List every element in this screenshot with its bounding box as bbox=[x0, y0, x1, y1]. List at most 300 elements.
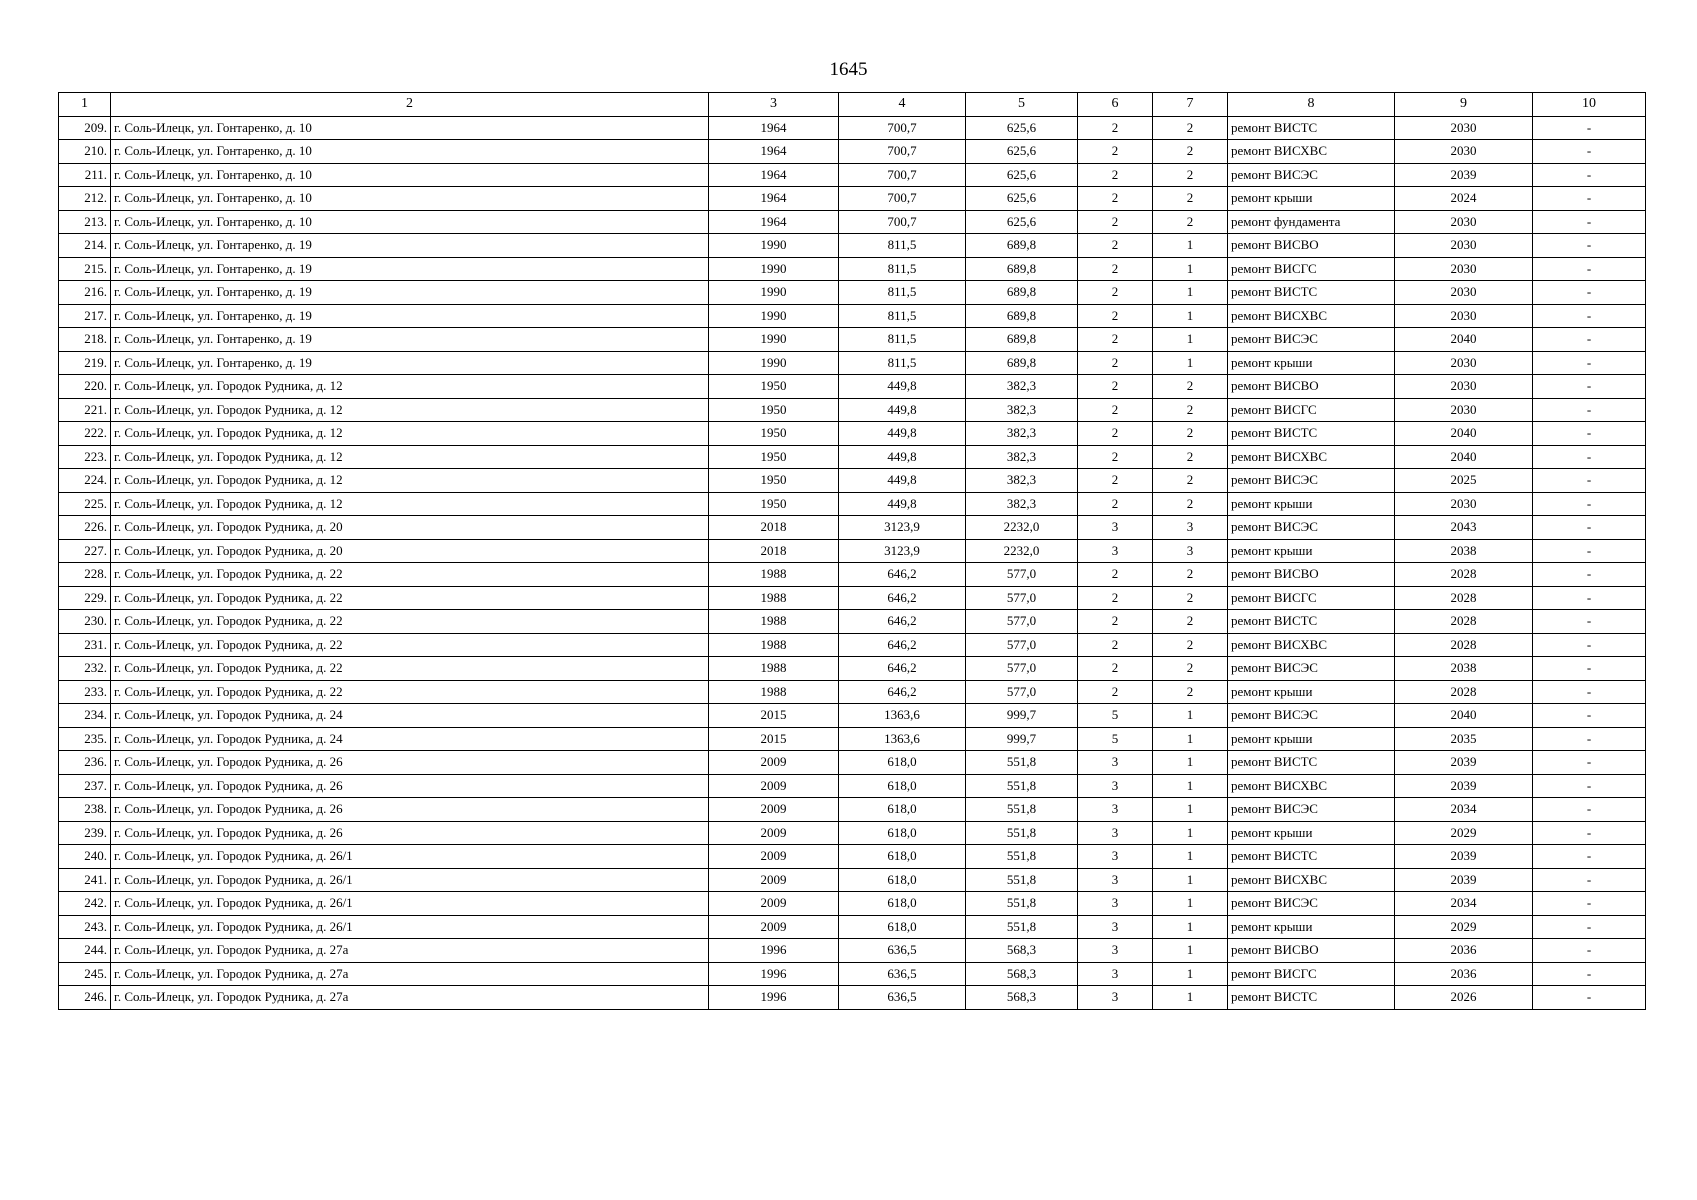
table-row bbox=[59, 915, 1646, 939]
table-row bbox=[59, 516, 1646, 540]
cell-entrances: 2 bbox=[1153, 680, 1228, 704]
cell-note: - bbox=[1533, 492, 1646, 516]
cell-floors: 3 bbox=[1078, 798, 1153, 822]
cell-work-type: ремонт ВИСХВС bbox=[1228, 774, 1395, 798]
cell-living-area: 568,3 bbox=[966, 939, 1078, 963]
cell-year-built: 1988 bbox=[709, 610, 839, 634]
table-row bbox=[59, 680, 1646, 704]
cell-floors: 3 bbox=[1078, 821, 1153, 845]
cell-entrances: 1 bbox=[1153, 962, 1228, 986]
cell-row-number: 214. bbox=[59, 234, 111, 258]
cell-address: г. Соль-Илецк, ул. Гонтаренко, д. 10 bbox=[111, 187, 709, 211]
cell-row-number: 225. bbox=[59, 492, 111, 516]
cell-address: г. Соль-Илецк, ул. Городок Рудника, д. 22 bbox=[111, 563, 709, 587]
cell-row-number: 245. bbox=[59, 962, 111, 986]
cell-row-number: 230. bbox=[59, 610, 111, 634]
cell-entrances: 1 bbox=[1153, 727, 1228, 751]
cell-entrances: 2 bbox=[1153, 633, 1228, 657]
cell-living-area: 577,0 bbox=[966, 680, 1078, 704]
cell-year-built: 1990 bbox=[709, 234, 839, 258]
cell-floors: 2 bbox=[1078, 375, 1153, 399]
cell-note: - bbox=[1533, 163, 1646, 187]
cell-row-number: 224. bbox=[59, 469, 111, 493]
cell-row-number: 216. bbox=[59, 281, 111, 305]
cell-row-number: 246. bbox=[59, 986, 111, 1010]
column-header-1: 1 bbox=[59, 93, 111, 117]
cell-year-built: 2018 bbox=[709, 516, 839, 540]
cell-year-built: 1950 bbox=[709, 445, 839, 469]
cell-note: - bbox=[1533, 751, 1646, 775]
cell-row-number: 239. bbox=[59, 821, 111, 845]
cell-planned-year: 2039 bbox=[1395, 163, 1533, 187]
cell-planned-year: 2028 bbox=[1395, 680, 1533, 704]
cell-total-area: 449,8 bbox=[839, 375, 966, 399]
cell-living-area: 577,0 bbox=[966, 610, 1078, 634]
cell-row-number: 222. bbox=[59, 422, 111, 446]
cell-planned-year: 2030 bbox=[1395, 351, 1533, 375]
cell-floors: 2 bbox=[1078, 680, 1153, 704]
cell-year-built: 1964 bbox=[709, 140, 839, 164]
cell-entrances: 1 bbox=[1153, 751, 1228, 775]
cell-note: - bbox=[1533, 539, 1646, 563]
cell-address: г. Соль-Илецк, ул. Городок Рудника, д. 24 bbox=[111, 727, 709, 751]
column-header-8: 8 bbox=[1228, 93, 1395, 117]
cell-entrances: 1 bbox=[1153, 304, 1228, 328]
cell-living-area: 568,3 bbox=[966, 986, 1078, 1010]
cell-entrances: 2 bbox=[1153, 140, 1228, 164]
cell-total-area: 700,7 bbox=[839, 187, 966, 211]
cell-work-type: ремонт ВИСТС bbox=[1228, 116, 1395, 140]
cell-note: - bbox=[1533, 774, 1646, 798]
cell-planned-year: 2024 bbox=[1395, 187, 1533, 211]
cell-entrances: 1 bbox=[1153, 281, 1228, 305]
cell-row-number: 235. bbox=[59, 727, 111, 751]
column-header-5: 5 bbox=[966, 93, 1078, 117]
cell-note: - bbox=[1533, 281, 1646, 305]
cell-row-number: 241. bbox=[59, 868, 111, 892]
cell-entrances: 3 bbox=[1153, 516, 1228, 540]
cell-note: - bbox=[1533, 633, 1646, 657]
cell-floors: 2 bbox=[1078, 492, 1153, 516]
cell-entrances: 2 bbox=[1153, 610, 1228, 634]
cell-entrances: 2 bbox=[1153, 657, 1228, 681]
cell-living-area: 577,0 bbox=[966, 633, 1078, 657]
cell-planned-year: 2036 bbox=[1395, 962, 1533, 986]
cell-total-area: 646,2 bbox=[839, 563, 966, 587]
cell-entrances: 1 bbox=[1153, 351, 1228, 375]
cell-planned-year: 2030 bbox=[1395, 375, 1533, 399]
cell-planned-year: 2030 bbox=[1395, 492, 1533, 516]
cell-note: - bbox=[1533, 375, 1646, 399]
cell-year-built: 2009 bbox=[709, 845, 839, 869]
cell-work-type: ремонт ВИСХВС bbox=[1228, 445, 1395, 469]
cell-year-built: 1950 bbox=[709, 492, 839, 516]
cell-living-area: 2232,0 bbox=[966, 539, 1078, 563]
cell-year-built: 1964 bbox=[709, 163, 839, 187]
cell-planned-year: 2030 bbox=[1395, 210, 1533, 234]
table-body bbox=[59, 116, 1646, 1009]
cell-address: г. Соль-Илецк, ул. Городок Рудника, д. 12 bbox=[111, 445, 709, 469]
cell-note: - bbox=[1533, 680, 1646, 704]
cell-row-number: 210. bbox=[59, 140, 111, 164]
cell-living-area: 382,3 bbox=[966, 398, 1078, 422]
cell-living-area: 551,8 bbox=[966, 892, 1078, 916]
cell-total-area: 811,5 bbox=[839, 257, 966, 281]
cell-floors: 2 bbox=[1078, 445, 1153, 469]
cell-living-area: 689,8 bbox=[966, 257, 1078, 281]
cell-floors: 2 bbox=[1078, 633, 1153, 657]
table-row bbox=[59, 704, 1646, 728]
table-row bbox=[59, 539, 1646, 563]
cell-row-number: 212. bbox=[59, 187, 111, 211]
cell-total-area: 636,5 bbox=[839, 986, 966, 1010]
cell-row-number: 215. bbox=[59, 257, 111, 281]
cell-entrances: 2 bbox=[1153, 469, 1228, 493]
cell-note: - bbox=[1533, 304, 1646, 328]
cell-planned-year: 2043 bbox=[1395, 516, 1533, 540]
cell-row-number: 221. bbox=[59, 398, 111, 422]
cell-note: - bbox=[1533, 422, 1646, 446]
cell-floors: 2 bbox=[1078, 657, 1153, 681]
cell-entrances: 2 bbox=[1153, 586, 1228, 610]
page-number: 1645 bbox=[829, 59, 868, 80]
cell-note: - bbox=[1533, 234, 1646, 258]
cell-floors: 3 bbox=[1078, 892, 1153, 916]
cell-floors: 2 bbox=[1078, 234, 1153, 258]
cell-total-area: 449,8 bbox=[839, 469, 966, 493]
cell-total-area: 811,5 bbox=[839, 304, 966, 328]
cell-row-number: 232. bbox=[59, 657, 111, 681]
table-row bbox=[59, 962, 1646, 986]
cell-floors: 2 bbox=[1078, 257, 1153, 281]
cell-year-built: 1964 bbox=[709, 187, 839, 211]
table-row bbox=[59, 351, 1646, 375]
table-row bbox=[59, 939, 1646, 963]
cell-planned-year: 2028 bbox=[1395, 610, 1533, 634]
cell-work-type: ремонт крыши bbox=[1228, 727, 1395, 751]
cell-year-built: 2009 bbox=[709, 892, 839, 916]
cell-address: г. Соль-Илецк, ул. Городок Рудника, д. 20 bbox=[111, 516, 709, 540]
cell-floors: 2 bbox=[1078, 422, 1153, 446]
cell-work-type: ремонт ВИСЭС bbox=[1228, 892, 1395, 916]
cell-living-area: 551,8 bbox=[966, 798, 1078, 822]
cell-floors: 2 bbox=[1078, 469, 1153, 493]
cell-living-area: 551,8 bbox=[966, 774, 1078, 798]
cell-work-type: ремонт ВИСВО bbox=[1228, 375, 1395, 399]
cell-work-type: ремонт ВИСЭС bbox=[1228, 657, 1395, 681]
cell-planned-year: 2029 bbox=[1395, 821, 1533, 845]
cell-living-area: 551,8 bbox=[966, 821, 1078, 845]
cell-floors: 3 bbox=[1078, 939, 1153, 963]
cell-address: г. Соль-Илецк, ул. Гонтаренко, д. 19 bbox=[111, 281, 709, 305]
cell-year-built: 1950 bbox=[709, 375, 839, 399]
cell-work-type: ремонт ВИСТС bbox=[1228, 422, 1395, 446]
cell-work-type: ремонт ВИСЭС bbox=[1228, 704, 1395, 728]
cell-year-built: 2015 bbox=[709, 727, 839, 751]
table-row bbox=[59, 140, 1646, 164]
cell-entrances: 2 bbox=[1153, 210, 1228, 234]
cell-living-area: 625,6 bbox=[966, 163, 1078, 187]
cell-living-area: 689,8 bbox=[966, 351, 1078, 375]
cell-address: г. Соль-Илецк, ул. Гонтаренко, д. 10 bbox=[111, 163, 709, 187]
cell-total-area: 618,0 bbox=[839, 751, 966, 775]
cell-note: - bbox=[1533, 892, 1646, 916]
cell-floors: 2 bbox=[1078, 328, 1153, 352]
cell-floors: 2 bbox=[1078, 398, 1153, 422]
cell-work-type: ремонт фундамента bbox=[1228, 210, 1395, 234]
cell-total-area: 618,0 bbox=[839, 892, 966, 916]
cell-living-area: 551,8 bbox=[966, 868, 1078, 892]
table-row bbox=[59, 657, 1646, 681]
table-row bbox=[59, 892, 1646, 916]
cell-living-area: 577,0 bbox=[966, 563, 1078, 587]
cell-living-area: 625,6 bbox=[966, 116, 1078, 140]
cell-year-built: 1950 bbox=[709, 398, 839, 422]
cell-row-number: 234. bbox=[59, 704, 111, 728]
cell-work-type: ремонт ВИСГС bbox=[1228, 586, 1395, 610]
cell-work-type: ремонт крыши bbox=[1228, 539, 1395, 563]
cell-work-type: ремонт ВИСВО bbox=[1228, 234, 1395, 258]
cell-planned-year: 2030 bbox=[1395, 140, 1533, 164]
cell-planned-year: 2030 bbox=[1395, 234, 1533, 258]
cell-entrances: 1 bbox=[1153, 704, 1228, 728]
table-row bbox=[59, 586, 1646, 610]
cell-note: - bbox=[1533, 657, 1646, 681]
cell-floors: 5 bbox=[1078, 704, 1153, 728]
cell-address: г. Соль-Илецк, ул. Городок Рудника, д. 22 bbox=[111, 680, 709, 704]
cell-total-area: 646,2 bbox=[839, 610, 966, 634]
table-header-row bbox=[59, 93, 1646, 117]
cell-entrances: 1 bbox=[1153, 845, 1228, 869]
cell-living-area: 568,3 bbox=[966, 962, 1078, 986]
cell-address: г. Соль-Илецк, ул. Городок Рудника, д. 26/1 bbox=[111, 845, 709, 869]
cell-entrances: 1 bbox=[1153, 257, 1228, 281]
cell-living-area: 577,0 bbox=[966, 586, 1078, 610]
cell-planned-year: 2034 bbox=[1395, 892, 1533, 916]
cell-row-number: 237. bbox=[59, 774, 111, 798]
cell-row-number: 218. bbox=[59, 328, 111, 352]
cell-floors: 2 bbox=[1078, 351, 1153, 375]
cell-work-type: ремонт ВИСЭС bbox=[1228, 163, 1395, 187]
cell-year-built: 2009 bbox=[709, 915, 839, 939]
cell-note: - bbox=[1533, 821, 1646, 845]
table-row bbox=[59, 469, 1646, 493]
cell-planned-year: 2035 bbox=[1395, 727, 1533, 751]
cell-planned-year: 2039 bbox=[1395, 845, 1533, 869]
cell-address: г. Соль-Илецк, ул. Городок Рудника, д. 27а bbox=[111, 986, 709, 1010]
cell-floors: 3 bbox=[1078, 915, 1153, 939]
column-header-7: 7 bbox=[1153, 93, 1228, 117]
cell-entrances: 2 bbox=[1153, 445, 1228, 469]
cell-work-type: ремонт крыши bbox=[1228, 187, 1395, 211]
cell-row-number: 236. bbox=[59, 751, 111, 775]
cell-total-area: 636,5 bbox=[839, 939, 966, 963]
cell-row-number: 213. bbox=[59, 210, 111, 234]
cell-year-built: 1950 bbox=[709, 422, 839, 446]
cell-work-type: ремонт ВИСГС bbox=[1228, 257, 1395, 281]
cell-address: г. Соль-Илецк, ул. Городок Рудника, д. 22 bbox=[111, 610, 709, 634]
cell-total-area: 646,2 bbox=[839, 680, 966, 704]
cell-year-built: 2009 bbox=[709, 821, 839, 845]
cell-year-built: 1996 bbox=[709, 962, 839, 986]
cell-work-type: ремонт ВИСЭС bbox=[1228, 516, 1395, 540]
cell-living-area: 689,8 bbox=[966, 328, 1078, 352]
cell-address: г. Соль-Илецк, ул. Гонтаренко, д. 10 bbox=[111, 140, 709, 164]
cell-floors: 2 bbox=[1078, 116, 1153, 140]
cell-floors: 5 bbox=[1078, 727, 1153, 751]
cell-work-type: ремонт крыши bbox=[1228, 680, 1395, 704]
cell-entrances: 2 bbox=[1153, 492, 1228, 516]
table-row bbox=[59, 492, 1646, 516]
cell-year-built: 1990 bbox=[709, 351, 839, 375]
cell-planned-year: 2029 bbox=[1395, 915, 1533, 939]
cell-living-area: 382,3 bbox=[966, 492, 1078, 516]
cell-total-area: 3123,9 bbox=[839, 539, 966, 563]
table-row bbox=[59, 821, 1646, 845]
cell-entrances: 1 bbox=[1153, 234, 1228, 258]
cell-year-built: 1990 bbox=[709, 328, 839, 352]
cell-note: - bbox=[1533, 210, 1646, 234]
cell-note: - bbox=[1533, 962, 1646, 986]
cell-entrances: 3 bbox=[1153, 539, 1228, 563]
cell-floors: 2 bbox=[1078, 563, 1153, 587]
cell-work-type: ремонт ВИСХВС bbox=[1228, 140, 1395, 164]
cell-row-number: 240. bbox=[59, 845, 111, 869]
cell-address: г. Соль-Илецк, ул. Городок Рудника, д. 26/1 bbox=[111, 892, 709, 916]
table-row bbox=[59, 398, 1646, 422]
cell-note: - bbox=[1533, 328, 1646, 352]
cell-address: г. Соль-Илецк, ул. Городок Рудника, д. 22 bbox=[111, 586, 709, 610]
cell-planned-year: 2030 bbox=[1395, 257, 1533, 281]
table-row bbox=[59, 187, 1646, 211]
cell-row-number: 243. bbox=[59, 915, 111, 939]
cell-year-built: 1964 bbox=[709, 210, 839, 234]
cell-note: - bbox=[1533, 798, 1646, 822]
cell-floors: 2 bbox=[1078, 281, 1153, 305]
cell-floors: 2 bbox=[1078, 304, 1153, 328]
cell-row-number: 209. bbox=[59, 116, 111, 140]
cell-year-built: 2015 bbox=[709, 704, 839, 728]
cell-year-built: 1988 bbox=[709, 657, 839, 681]
cell-planned-year: 2039 bbox=[1395, 868, 1533, 892]
cell-year-built: 1988 bbox=[709, 680, 839, 704]
cell-work-type: ремонт ВИСГС bbox=[1228, 962, 1395, 986]
cell-floors: 2 bbox=[1078, 163, 1153, 187]
table-row bbox=[59, 304, 1646, 328]
cell-total-area: 811,5 bbox=[839, 234, 966, 258]
cell-row-number: 226. bbox=[59, 516, 111, 540]
cell-entrances: 2 bbox=[1153, 422, 1228, 446]
cell-address: г. Соль-Илецк, ул. Городок Рудника, д. 27а bbox=[111, 962, 709, 986]
cell-entrances: 2 bbox=[1153, 187, 1228, 211]
cell-planned-year: 2038 bbox=[1395, 539, 1533, 563]
cell-floors: 2 bbox=[1078, 187, 1153, 211]
table-row bbox=[59, 751, 1646, 775]
column-header-3: 3 bbox=[709, 93, 839, 117]
cell-planned-year: 2030 bbox=[1395, 281, 1533, 305]
cell-work-type: ремонт ВИСЭС bbox=[1228, 469, 1395, 493]
cell-living-area: 999,7 bbox=[966, 727, 1078, 751]
cell-year-built: 1950 bbox=[709, 469, 839, 493]
cell-total-area: 449,8 bbox=[839, 492, 966, 516]
cell-address: г. Соль-Илецк, ул. Городок Рудника, д. 12 bbox=[111, 492, 709, 516]
cell-total-area: 618,0 bbox=[839, 798, 966, 822]
cell-address: г. Соль-Илецк, ул. Городок Рудника, д. 26/1 bbox=[111, 868, 709, 892]
cell-entrances: 1 bbox=[1153, 798, 1228, 822]
cell-planned-year: 2028 bbox=[1395, 563, 1533, 587]
table-row bbox=[59, 845, 1646, 869]
cell-year-built: 2009 bbox=[709, 868, 839, 892]
cell-planned-year: 2040 bbox=[1395, 445, 1533, 469]
cell-entrances: 1 bbox=[1153, 892, 1228, 916]
cell-living-area: 625,6 bbox=[966, 210, 1078, 234]
cell-entrances: 2 bbox=[1153, 375, 1228, 399]
cell-total-area: 449,8 bbox=[839, 445, 966, 469]
cell-address: г. Соль-Илецк, ул. Городок Рудника, д. 26 bbox=[111, 798, 709, 822]
cell-planned-year: 2038 bbox=[1395, 657, 1533, 681]
cell-year-built: 2009 bbox=[709, 774, 839, 798]
cell-total-area: 811,5 bbox=[839, 328, 966, 352]
cell-total-area: 700,7 bbox=[839, 140, 966, 164]
cell-floors: 3 bbox=[1078, 539, 1153, 563]
cell-note: - bbox=[1533, 563, 1646, 587]
table-row bbox=[59, 610, 1646, 634]
cell-note: - bbox=[1533, 845, 1646, 869]
cell-work-type: ремонт крыши bbox=[1228, 915, 1395, 939]
table-row bbox=[59, 210, 1646, 234]
cell-note: - bbox=[1533, 868, 1646, 892]
cell-total-area: 449,8 bbox=[839, 422, 966, 446]
cell-living-area: 625,6 bbox=[966, 140, 1078, 164]
table-row bbox=[59, 986, 1646, 1010]
column-header-4: 4 bbox=[839, 93, 966, 117]
cell-work-type: ремонт ВИСХВС bbox=[1228, 304, 1395, 328]
cell-year-built: 1996 bbox=[709, 986, 839, 1010]
cell-total-area: 618,0 bbox=[839, 915, 966, 939]
cell-address: г. Соль-Илецк, ул. Городок Рудника, д. 22 bbox=[111, 633, 709, 657]
cell-floors: 2 bbox=[1078, 610, 1153, 634]
cell-note: - bbox=[1533, 704, 1646, 728]
cell-entrances: 1 bbox=[1153, 868, 1228, 892]
cell-address: г. Соль-Илецк, ул. Гонтаренко, д. 10 bbox=[111, 210, 709, 234]
cell-floors: 3 bbox=[1078, 962, 1153, 986]
cell-work-type: ремонт ВИСТС bbox=[1228, 610, 1395, 634]
cell-note: - bbox=[1533, 257, 1646, 281]
cell-entrances: 1 bbox=[1153, 986, 1228, 1010]
cell-total-area: 3123,9 bbox=[839, 516, 966, 540]
cell-note: - bbox=[1533, 586, 1646, 610]
cell-living-area: 577,0 bbox=[966, 657, 1078, 681]
table-row bbox=[59, 234, 1646, 258]
table-row bbox=[59, 868, 1646, 892]
cell-total-area: 618,0 bbox=[839, 821, 966, 845]
cell-living-area: 689,8 bbox=[966, 281, 1078, 305]
cell-planned-year: 2030 bbox=[1395, 304, 1533, 328]
cell-entrances: 1 bbox=[1153, 821, 1228, 845]
cell-address: г. Соль-Илецк, ул. Гонтаренко, д. 19 bbox=[111, 328, 709, 352]
cell-total-area: 811,5 bbox=[839, 281, 966, 305]
cell-entrances: 2 bbox=[1153, 116, 1228, 140]
table-row bbox=[59, 422, 1646, 446]
cell-note: - bbox=[1533, 915, 1646, 939]
column-header-10: 10 bbox=[1533, 93, 1646, 117]
table-row bbox=[59, 163, 1646, 187]
cell-living-area: 689,8 bbox=[966, 234, 1078, 258]
column-header-9: 9 bbox=[1395, 93, 1533, 117]
cell-year-built: 1988 bbox=[709, 563, 839, 587]
cell-work-type: ремонт ВИСГС bbox=[1228, 398, 1395, 422]
cell-address: г. Соль-Илецк, ул. Городок Рудника, д. 26 bbox=[111, 751, 709, 775]
